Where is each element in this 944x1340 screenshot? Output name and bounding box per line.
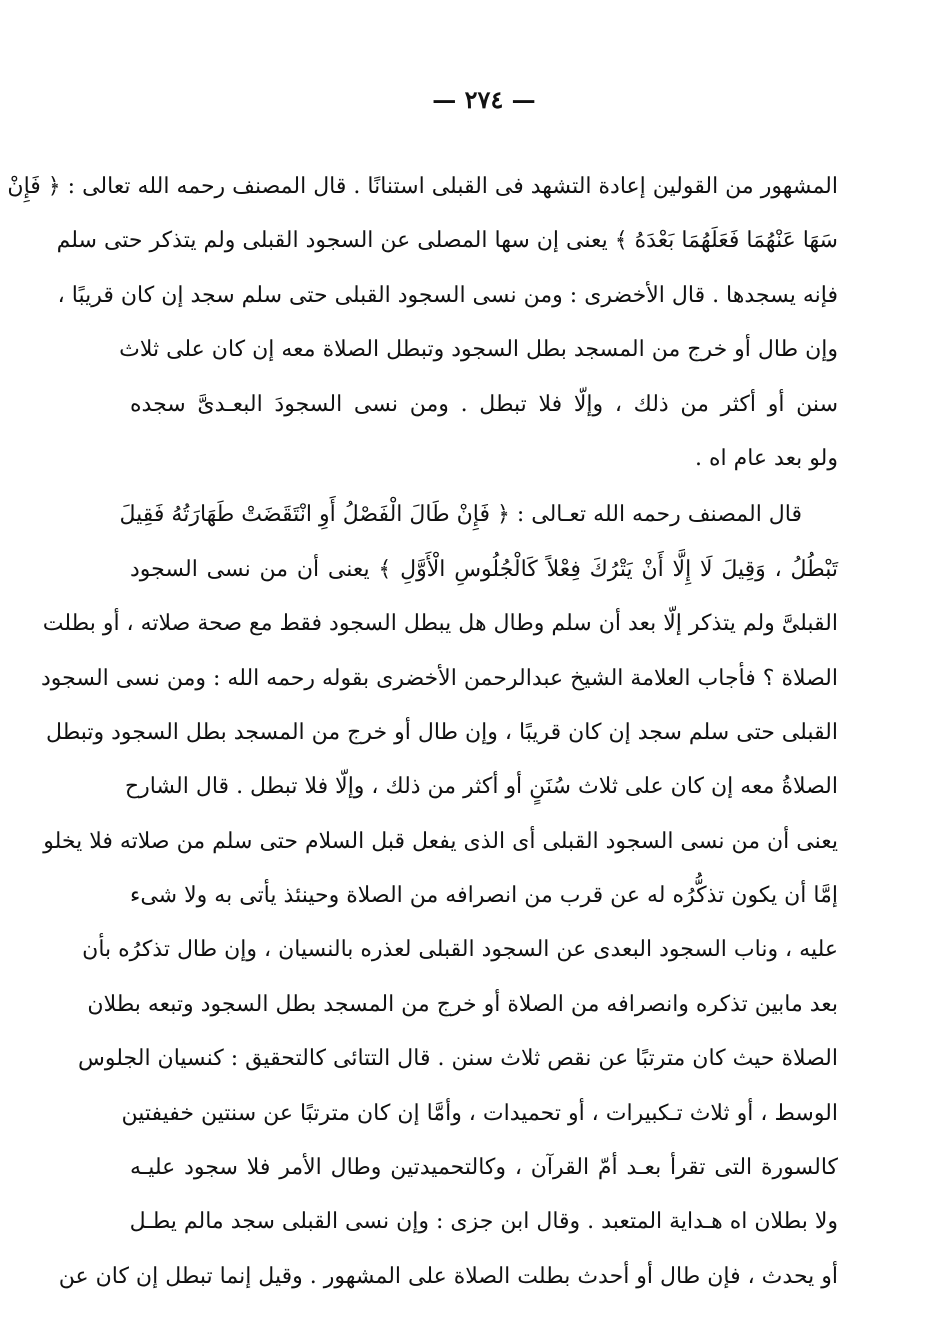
text-line: بعد مابين تذكره وانصرافه من الصلاة أو خرج من المسجد بطل السجود وتبعه بطلان [87, 991, 838, 1017]
paragraph-2 [40, 488, 838, 1304]
text-line: المشهور من القولين إعادة التشهد فى القبلى استنانًا . قال المصنف رحمه الله تعالى : ﴿ فَإِنْ [7, 174, 838, 199]
text-line: الصلاةُ معه إن كان على ثلاث سُنَنٍ أو أكثر من ذلك ، وإلّا فلا تبطل . قال الشارح [124, 774, 838, 800]
text-line: الصلاة حيث كان مترتبًا عن نقص ثلاث سنن . قال التتائى كالتحقيق : كنسيان الجلوس [78, 1046, 838, 1072]
text-line: سنن أو أكثر من ذلك ، وإلّا فلا تبطل . ومن نسى السجودَ البعـدىَّ سجده [130, 391, 838, 417]
text-line: الصلاة ؟ فأجاب العلامة الشيخ عبدالرحمن الأخضرى بقوله رحمه الله : ومن نسى السجود [40, 665, 838, 691]
paragraph-1 [7, 160, 838, 486]
text-line: سَهَا عَنْهُمَا فَعَلَهُمَا بَعْدَهُ ﴾ يعنى إن سها المصلى عن السجود القبلى ولم يتذكر حتى سلم [56, 228, 838, 254]
text-line: وإن طال أو خرج من المسجد بطل السجود وتبطل الصلاة معه إن كان على ثلاث [119, 337, 838, 363]
text-line: أو يحدث ، فإن طال أو أحدث بطلت الصلاة على المشهور . وقيل إنما تبطل إن كان عن [58, 1263, 838, 1289]
text-line: فإنه يسجدها . قال الأخضرى : ومن نسى السجود القبلى حتى سلم سجد إن كان قريبًا ، [57, 282, 838, 308]
text-line: قال المصنف رحمه الله تعـالى : ﴿ فَإِنْ طَالَ الْفَصْلُ أَوِ انْتَقَضَتْ طَهَارَتُهُ فَقِيلَ [119, 502, 802, 528]
text-line: إمَّا أن يكون تذكُّرُه له عن قرب من انصرافه من الصلاة وحينئذ يأتى به ولا شىء [130, 883, 838, 909]
text-line: القبلى حتى سلم سجد إن كان قريبًا ، وإن طال أو خرج من المسجد بطل السجود وتبطل [46, 719, 838, 745]
text-line: ولو بعد عام اه . [694, 445, 838, 471]
page-number: — ٢٧٤ — [432, 85, 536, 114]
text-line: ولا بطلان اه هـداية المتعبد . وقال ابن جزى : وإن نسى القبلى سجد مالم يطـل [129, 1209, 838, 1235]
text-line: القبلىَّ ولم يتذكر إلّا بعد أن سلم وطال هل يبطل السجود فقط مع صحة صلاته ، أو بطلت [42, 611, 838, 637]
text-line: الوسط ، أو ثلاث تـكبيرات ، أو تحميدات ، وأمَّا إن كان مترتبًا عن سنتين خفيفتين [121, 1100, 838, 1126]
text-line: يعنى أن من نسى السجود القبلى أى الذى يفعل قبل السلام حتى سلم من صلاته فلا يخلو [43, 828, 838, 854]
text-line: عليه ، وناب السجود البعدى عن السجود القبلى لعذره بالنسيان ، وإن طال تذكرُه بأن [82, 937, 838, 963]
text-line: تَبْطُلُ ، وَقِيلَ لَا إِلَّا أَنْ يَتْرُكَ فِعْلاً كَالْجُلُوسِ الْأَوَّلِ ﴾ يعنى أن من نسى السجود [130, 556, 838, 582]
text-line: كالسورة التى تقرأ بعـد أمّ القرآن ، وكالتحميدتين وطال الأمر فلا سجود عليـه [130, 1155, 838, 1181]
